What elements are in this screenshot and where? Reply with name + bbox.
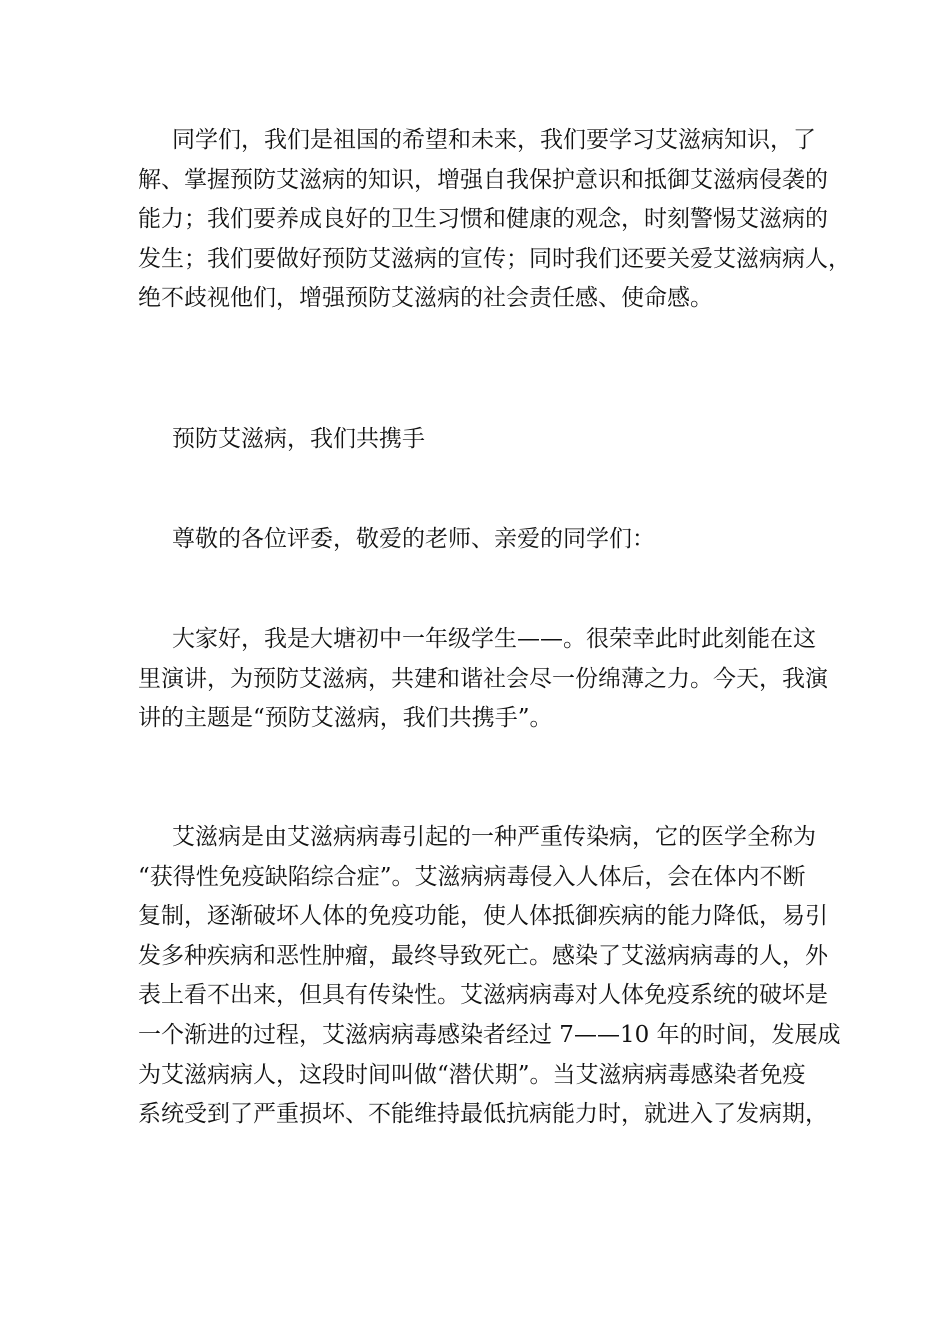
paragraph-line: 为艾滋病病人，这段时间叫做“潜伏期”。当艾滋病病毒感染者免疫 [138,1061,806,1088]
salutation [138,520,828,560]
paragraph-line: 系统受到了严重损坏、不能维持最低抗病能力时，就进入了发病期， [138,1101,828,1128]
paragraph-line: 表上看不出来，但具有传染性。艾滋病病毒对人体免疫系统的破坏是 [138,982,828,1009]
paragraph-line: 复制，逐渐破坏人体的免疫功能，使人体抵御疾病的能力降低，易引 [138,903,828,930]
paragraph-line: 讲的主题是“预防艾滋病，我们共携手”。 [138,705,553,732]
paragraph-line: “获得性免疫缺陷综合症”。艾滋病病毒侵入人体后，会在体内不断 [138,863,806,890]
paragraph-line: 能力；我们要养成良好的卫生习惯和健康的观念，时刻警惕艾滋病的 [138,206,828,233]
paragraph-line: 一个渐进的过程，艾滋病病毒感染者经过 7——10 年的时间，发展成 [138,1021,841,1048]
paragraph-aids-description [138,818,841,1135]
paragraph-line: 发多种疾病和恶性肿瘤，最终导致死亡。感染了艾滋病病毒的人，外 [138,942,828,969]
paragraph-line: 艾滋病是由艾滋病病毒引起的一种严重传染病，它的医学全称为 [172,824,816,850]
paragraph-introduction [138,620,828,739]
speech-title [138,420,828,460]
salutation-line: 尊敬的各位评委，敬爱的老师、亲爱的同学们： [172,526,655,552]
paragraph-students-call [138,121,851,319]
paragraph-line: 里演讲，为预防艾滋病，共建和谐社会尽一份绵薄之力。今天，我演 [138,665,828,692]
paragraph-line: 大家好，我是大塘初中一年级学生——。很荣幸此时此刻能在这 [172,626,816,652]
paragraph-line: 解、掌握预防艾滋病的知识，增强自我保护意识和抵御艾滋病侵袭的 [138,166,828,193]
paragraph-line: 绝不歧视他们，增强预防艾滋病的社会责任感、使命感。 [138,285,713,312]
title-line: 预防艾滋病，我们共携手 [172,426,425,452]
paragraph-line: 发生；我们要做好预防艾滋病的宣传；同时我们还要关爱艾滋病病人， [138,245,851,272]
paragraph-line: 同学们，我们是祖国的希望和未来，我们要学习艾滋病知识，了 [172,127,816,153]
